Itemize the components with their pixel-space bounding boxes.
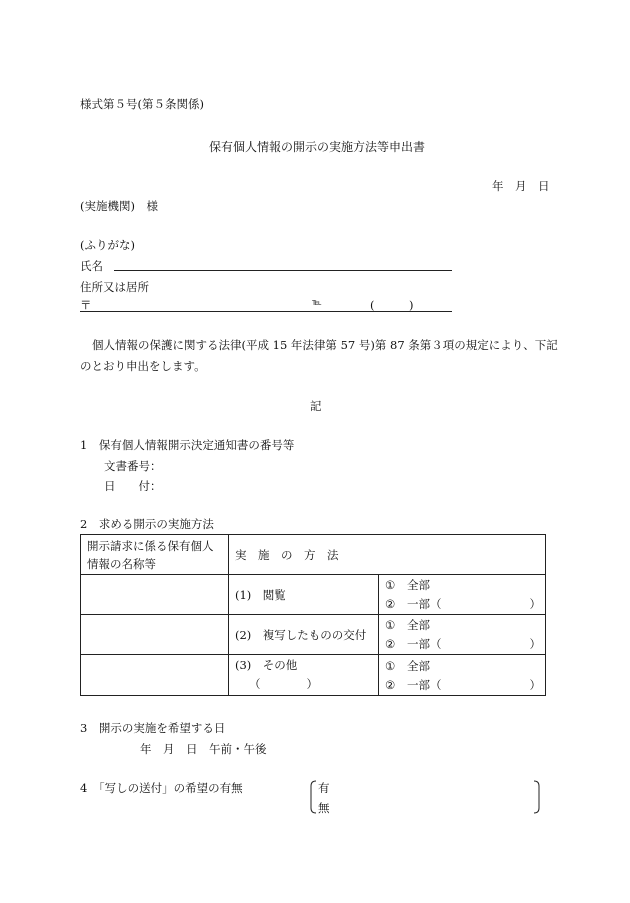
other-method-paren[interactable]: （ ） xyxy=(249,677,318,691)
option-all[interactable] xyxy=(385,616,541,635)
left-bracket xyxy=(311,781,316,813)
right-bracket xyxy=(534,781,539,813)
address-line[interactable] xyxy=(80,311,452,312)
method-label: (2) 複写したものの交付 xyxy=(235,627,367,642)
table-row xyxy=(81,575,546,615)
option-partial-close: ） xyxy=(529,597,541,611)
yes-no-brackets xyxy=(308,779,544,815)
ki-marker: 記 xyxy=(310,399,322,413)
table-row xyxy=(81,655,546,696)
section3-heading: 3 開示の実施を希望する日 xyxy=(80,721,226,735)
body-text-line2: のとおり申出をします。 xyxy=(80,359,206,373)
method-cell xyxy=(229,655,379,696)
date-label: 日 付： xyxy=(104,479,162,493)
submission-date: 年 月 日 xyxy=(492,179,550,193)
form-title: 保有個人情報の開示の実施方法等申出書 xyxy=(209,140,426,154)
section4-heading: 4 「写しの送付」の希望の有無 xyxy=(80,781,243,795)
methods-table xyxy=(80,534,546,696)
scope-cell xyxy=(379,575,546,615)
option-all[interactable] xyxy=(385,656,541,675)
table-header-row xyxy=(81,535,546,575)
addressee: (実施機関) 様 xyxy=(80,199,158,213)
furigana-label: (ふりがな) xyxy=(80,238,135,252)
method-cell xyxy=(229,575,379,615)
tel-label: ℡ xyxy=(312,298,322,308)
option-no[interactable]: 無 xyxy=(318,801,330,815)
option-yes[interactable]: 有 xyxy=(318,781,330,795)
method-label: (1) 閲覧 xyxy=(235,587,286,602)
option-partial[interactable] xyxy=(385,595,541,614)
option-all[interactable] xyxy=(385,576,541,595)
option-partial-label: 一部（ xyxy=(407,677,442,692)
table-row xyxy=(81,615,546,655)
option-partial-close: ） xyxy=(529,677,541,692)
circle-1: ① xyxy=(385,658,396,673)
header-col2: 実 施 の 方 法 xyxy=(229,535,546,575)
name-line[interactable] xyxy=(114,270,452,271)
option-all-label: 全部 xyxy=(407,578,430,592)
scope-cell xyxy=(379,615,546,655)
doc-number-label: 文書番号： xyxy=(104,459,162,473)
preferred-date[interactable]: 年 月 日 午前・午後 xyxy=(140,742,267,756)
section1-heading: 1 保有個人情報開示決定通知書の番号等 xyxy=(80,438,295,452)
address-label: 住所又は居所 xyxy=(80,280,149,294)
circle-2: ② xyxy=(385,637,396,651)
option-partial[interactable] xyxy=(385,675,541,694)
option-partial[interactable] xyxy=(385,635,541,654)
body-text-line1: 個人情報の保護に関する法律(平成 15 年法律第 57 号)第 87 条第３項の規定により、下記 xyxy=(92,338,558,352)
form-number: 様式第５号(第５条関係) xyxy=(80,97,204,111)
option-partial-label: 一部（ xyxy=(407,637,442,651)
option-all-label: 全部 xyxy=(407,658,430,673)
circle-2: ② xyxy=(385,677,396,692)
header-col1: 開示請求に係る保有個人情報の名称等 xyxy=(81,535,229,575)
tel-paren: ( ) xyxy=(370,298,414,312)
info-name-cell[interactable] xyxy=(81,655,229,696)
info-name-cell[interactable] xyxy=(81,615,229,655)
name-label: 氏名 xyxy=(80,259,103,273)
postal-mark: 〒 xyxy=(80,298,92,312)
scope-cell xyxy=(379,655,546,696)
circle-1: ① xyxy=(385,578,396,592)
info-name-cell[interactable] xyxy=(81,575,229,615)
circle-2: ② xyxy=(385,597,396,611)
circle-1: ① xyxy=(385,618,396,632)
method-cell xyxy=(229,615,379,655)
section2-heading: 2 求める開示の実施方法 xyxy=(80,517,214,531)
option-partial-label: 一部（ xyxy=(407,597,442,611)
option-partial-close: ） xyxy=(529,637,541,651)
option-all-label: 全部 xyxy=(407,618,430,632)
method-label: (3) その他 xyxy=(235,658,298,672)
